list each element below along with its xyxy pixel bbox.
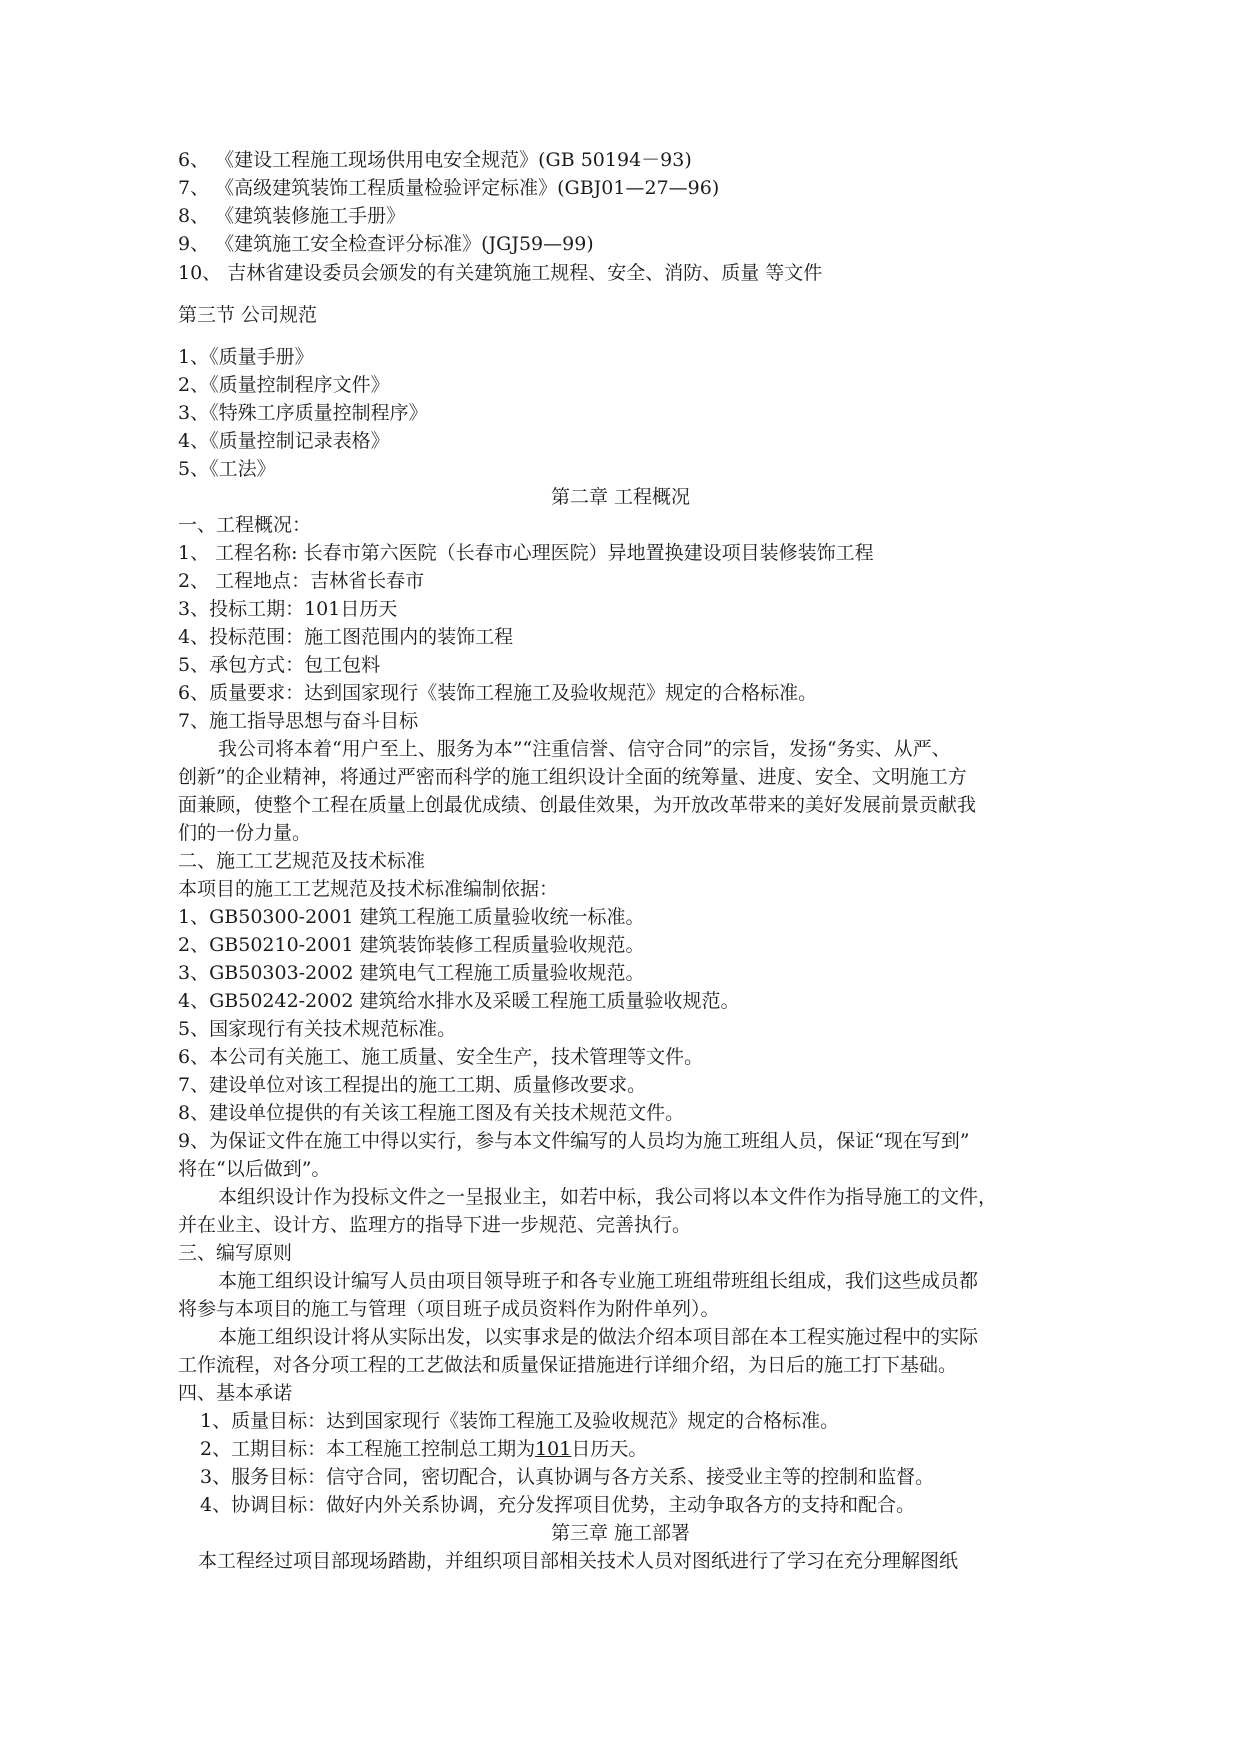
tech-standard-2: 2、GB50210-2001 建筑装饰装修工程质量验收规范。 [178,934,645,956]
paragraph-line: 本施工组织设计编写人员由项目领导班子和各专业施工班组带班组长组成，我们这些成员都 [218,1270,979,1292]
overview-item-3: 3、投标工期：101日历天 [178,598,398,620]
commitment-2 [200,1436,647,1462]
tech-standard-8: 8、建设单位提供的有关该工程施工图及有关技术规范文件。 [178,1102,685,1124]
commitment-2-text: 2、工期目标：本工程施工控制总工期为 [200,1438,536,1460]
overview-item-6: 6、质量要求：达到国家现行《装饰工程施工及验收规范》规定的合格标准。 [178,682,818,704]
tech-standard-6: 6、本公司有关施工、施工质量、安全生产，技术管理等文件。 [178,1046,704,1068]
section-heading-company-norms: 第三节 公司规范 [178,304,318,326]
tech-standard-1: 1、GB50300-2001 建筑工程施工质量验收统一标准。 [178,906,645,928]
company-norm-3: 3、《特殊工序质量控制程序》 [178,402,428,424]
overview-item-5: 5、承包方式：包工包料 [178,654,381,676]
overview-heading: 一、工程概况： [178,514,312,536]
paragraph-line: 创新”的企业精神，将通过严密而科学的施工组织设计全面的统筹量、进度、安全、文明施工方 [178,766,967,788]
section-heading-principles: 三、编写原则 [178,1242,293,1264]
overview-item-4: 4、投标范围：施工图范围内的装饰工程 [178,626,514,648]
paragraph-line: 本施工组织设计将从实际出发，以实事求是的做法介绍本项目部在本工程实施过程中的实际 [218,1326,979,1348]
chapter-2-title: 第二章 工程概况 [550,486,691,508]
standard-item-10: 10、 吉林省建设委员会颁发的有关建筑施工规程、安全、消防、质量 等文件 [178,262,823,284]
paragraph-line: 面兼顾，使整个工程在质量上创最优成绩、创最佳效果，为开放改革带来的美好发展前景贡献我 [178,794,977,816]
company-norm-4: 4、《质量控制记录表格》 [178,430,390,452]
tech-standard-7: 7、建设单位对该工程提出的施工工期、质量修改要求。 [178,1074,647,1096]
paragraph-line: 并在业主、设计方、监理方的指导下进一步规范、完善执行。 [178,1214,692,1236]
paragraph-line: 工作流程，对各分项工程的工艺做法和质量保证措施进行详细介绍，为日后的施工打下基础。 [178,1354,958,1376]
section-heading-commitments: 四、基本承诺 [178,1382,293,1404]
standard-item-7: 7、 《高级建筑装饰工程质量检验评定标准》(GBJ01—27—96) [178,177,720,199]
paragraph-line: 本组织设计作为投标文件之一呈报业主，如若中标，我公司将以本文件作为指导施工的文件， [218,1186,998,1208]
section-heading-tech-standards: 二、施工工艺规范及技术标准 [178,850,426,872]
tech-standard-9: 9、为保证文件在施工中得以实行，参与本文件编写的人员均为施工班组人员，保证“现在写到” [178,1130,970,1152]
commitment-3: 3、服务目标：信守合同，密切配合，认真协调与各方关系、接受业主等的控制和监督。 [200,1466,935,1488]
company-norm-1: 1、《质量手册》 [178,346,314,368]
standard-item-9: 9、 《建筑施工安全检查评分标准》(JGJ59—99) [178,233,594,255]
chapter-3-title: 第三章 施工部署 [550,1522,691,1544]
tech-standard-4: 4、GB50242-2002 建筑给水排水及采暖工程施工质量验收规范。 [178,990,740,1012]
company-norm-2: 2、《质量控制程序文件》 [178,374,390,396]
overview-item-1: 1、 工程名称: 长春市第六医院（长春市心理医院）异地置换建设项目装修装饰工程 [178,542,874,564]
company-norm-5: 5、《工法》 [178,458,276,480]
paragraph-line: 本工程经过项目部现场踏勘，并组织项目部相关技术人员对图纸进行了学习在充分理解图纸 [198,1550,959,1572]
paragraph-line: 我公司将本着“用户至上、服务为本”“注重信誉、信守合同”的宗旨，发扬“务实、从严、 [218,738,951,760]
paragraph-line: 们的一份力量。 [178,822,312,844]
standard-item-8: 8、 《建筑装修施工手册》 [178,205,406,227]
commitment-2-unit: 日历天。 [571,1438,648,1460]
commitment-1: 1、质量目标：达到国家现行《装饰工程施工及验收规范》规定的合格标准。 [200,1410,840,1432]
commitment-4: 4、协调目标：做好内外关系协调，充分发挥项目优势，主动争取各方的支持和配合。 [200,1494,916,1516]
tech-standards-intro: 本项目的施工工艺规范及技术标准编制依据： [178,878,559,900]
duration-value: 101 [535,1438,572,1460]
tech-standard-3: 3、GB50303-2002 建筑电气工程施工质量验收规范。 [178,962,645,984]
tech-standard-5: 5、国家现行有关技术规范标准。 [178,1018,457,1040]
standard-item-6: 6、 《建设工程施工现场供用电安全规范》(GB 50194－93) [178,149,692,171]
overview-item-2: 2、 工程地点：吉林省长春市 [178,570,425,592]
paragraph-line: 将在“以后做到”。 [178,1158,331,1180]
paragraph-line: 将参与本项目的施工与管理（项目班子成员资料作为附件单列）。 [178,1298,720,1320]
overview-item-7: 7、施工指导思想与奋斗目标 [178,710,419,732]
